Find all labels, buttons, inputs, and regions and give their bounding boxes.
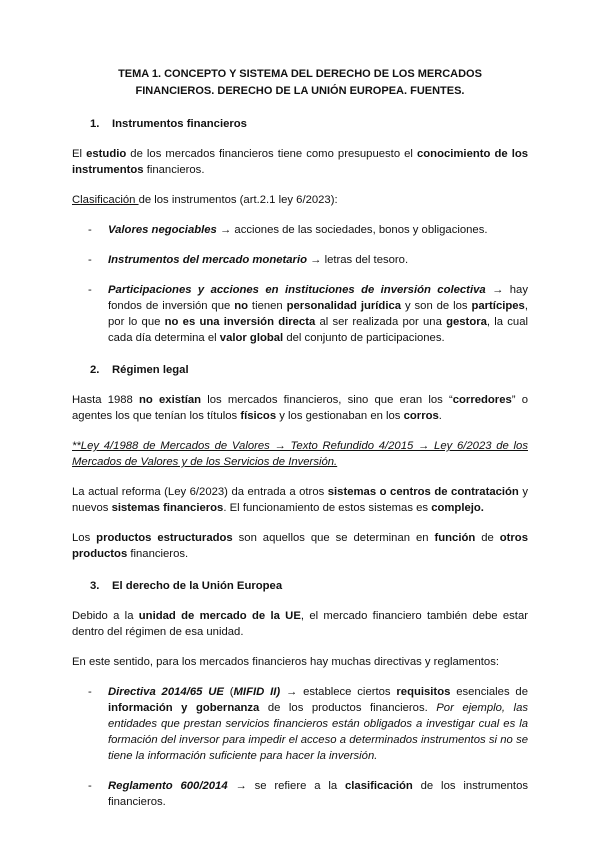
paragraph: El estudio de los mercados financieros tiene como presupuesto el conocimiento de los instrumentos financieros. <box>72 148 529 176</box>
document-title: TEMA 1. CONCEPTO Y SISTEMA DEL DERECHO DE LOS MERCADOS FINANCIEROS. DERECHO DE LA UNIÓN EUROPEA. FUENTES. <box>118 68 482 97</box>
list-item: - Instrumentos del mercado monetario → letras del tesoro. <box>72 252 528 268</box>
paragraph: La actual reforma (Ley 6/2023) da entrada a otros sistemas o centros de contratación y nuevos sistemas financieros. El funcionamiento de estos sistemas es complejo. <box>72 486 528 514</box>
section-title: El derecho de la Unión Europea <box>112 580 283 592</box>
section-title: Régimen legal <box>112 364 189 376</box>
section-title: Instrumentos financieros <box>112 118 247 130</box>
paragraph: Clasificación de los instrumentos (art.2.1 ley 6/2023): <box>72 194 338 206</box>
list-item: - Directiva 2014/65 UE (MIFID II) → establece ciertos requisitos esenciales de información y gobernanza de los productos financieros. Por ejemplo, las entidades que prestan servicios financieros están obligados a investigar cual es la formación del inversor para impedir el acceso a determinados instrumentos si no se tiene la información suficiente para hacer la inversión. <box>72 684 528 764</box>
section-number: 1. <box>90 118 100 130</box>
paragraph: En este sentido, para los mercados financieros hay muchas directivas y reglamentos: <box>72 656 499 668</box>
paragraph: Hasta 1988 no existían los mercados financieros, sino que eran los “corredores” o agentes los que tenían los títulos físicos y los gestionaban en los corros. <box>72 394 529 422</box>
section-3-heading <box>72 578 528 594</box>
paragraph: Debido a la unidad de mercado de la UE, el mercado financiero también debe estar dentro del régimen de esa unidad. <box>72 610 528 638</box>
legal-history-note: **Ley 4/1988 de Mercados de Valores → Texto Refundido 4/2015 → Ley 6/2023 de los Mercados de Valores y de los Servicios de Inversión. <box>72 440 528 468</box>
regulation-list <box>72 684 528 810</box>
section-number: 2. <box>90 364 100 376</box>
instrument-list <box>72 222 528 346</box>
list-item: - Reglamento 600/2014 → se refiere a la clasificación de los instrumentos financieros. <box>72 778 528 810</box>
list-item: - Participaciones y acciones en instituciones de inversión colectiva → hay fondos de inversión que no tienen personalidad jurídica y son de los partícipes, por lo que no es una inversión directa al ser realizada por una gestora, la cual cada día determina el valor global del conjunto de participaciones. <box>72 282 528 346</box>
document-page <box>72 62 528 810</box>
section-number: 3. <box>90 580 100 592</box>
section-1-heading <box>72 116 528 132</box>
paragraph: Los productos estructurados son aquellos que se determinan en función de otros productos financieros. <box>72 532 528 560</box>
section-2-heading <box>72 362 528 378</box>
list-item: - Valores negociables → acciones de las sociedades, bonos y obligaciones. <box>72 222 528 238</box>
